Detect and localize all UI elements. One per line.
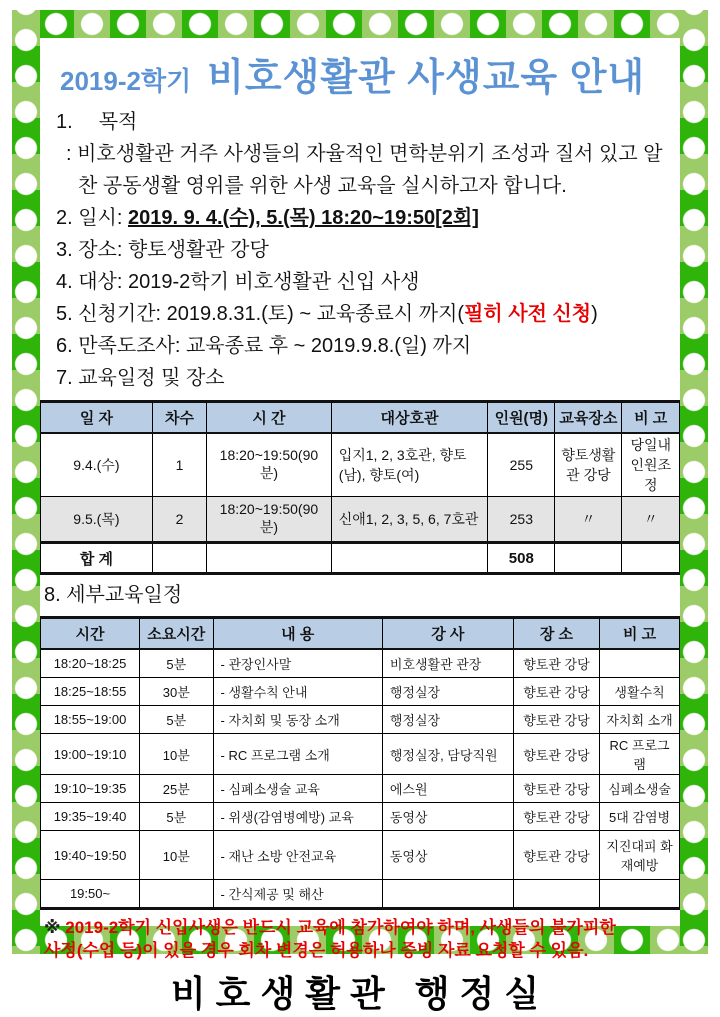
- table-cell: 에스원: [382, 775, 513, 803]
- detail-schedule-table: [40, 616, 680, 910]
- table-cell: 5분: [140, 803, 213, 831]
- table-cell: 255: [488, 433, 555, 497]
- table-cell: [331, 543, 488, 574]
- table-cell: 신애1, 2, 3, 5, 6, 7호관: [331, 497, 488, 543]
- table-cell: 18:20~19:50(90분): [207, 497, 332, 543]
- table-cell: [622, 543, 680, 574]
- table-cell: [555, 543, 622, 574]
- notice-line: 사정(수업 등)이 있을 경우 회차 변경은 허용하나 증빙 자료 요청할 수 있음.: [44, 941, 589, 960]
- table-cell: 생활수칙: [600, 678, 680, 706]
- table-cell: RC 프로그램: [600, 734, 680, 775]
- table-cell: 동영상: [382, 831, 513, 880]
- column-header: 비 고: [600, 618, 680, 650]
- table-cell: 자치회 소개: [600, 706, 680, 734]
- table-cell: 9.5.(목): [41, 497, 153, 543]
- table-cell: 19:40~19:50: [41, 831, 140, 880]
- item-text: 찬 공동생활 영위를 위한 사생 교육을 실시하고자 합니다.: [78, 175, 567, 197]
- table-cell: 18:55~19:00: [41, 706, 140, 734]
- schedule-overview-table: [40, 400, 680, 575]
- table-row: [41, 678, 680, 706]
- item-text: 5. 신청기간: 2019.8.31.(토) ~ 교육종료시 까지(: [56, 303, 465, 325]
- list-item-6: [56, 330, 680, 362]
- notice-mark: ※: [44, 918, 66, 937]
- list-item-2: [56, 202, 680, 234]
- table-header-row: [41, 402, 680, 434]
- table-cell: 향토관 강당: [513, 678, 599, 706]
- table-row: [41, 706, 680, 734]
- total-value: 508: [488, 543, 555, 574]
- table-cell: - 자치회 및 동장 소개: [213, 706, 382, 734]
- table-cell: 행정실장: [382, 678, 513, 706]
- table-cell: 18:20~18:25: [41, 649, 140, 678]
- pre-apply-highlight: 필히 사전 신청: [464, 303, 592, 325]
- table-cell: 5대 감염병: [600, 803, 680, 831]
- section-8-heading: 8. 세부교육일정: [44, 584, 183, 606]
- column-header: 시 간: [207, 402, 332, 434]
- total-row: [41, 543, 680, 574]
- list-item-7: [56, 362, 680, 394]
- frame-border-top: [38, 10, 682, 38]
- column-header: 차수: [152, 402, 206, 434]
- table-cell: 행정실장: [382, 706, 513, 734]
- column-header: 일 자: [41, 402, 153, 434]
- table-cell: - 간식제공 및 해산: [213, 880, 382, 909]
- item-text: 7. 교육일정 및 장소: [56, 367, 225, 389]
- table-cell: 2: [152, 497, 206, 543]
- item-number: 1.: [56, 111, 73, 133]
- intro-list: [40, 106, 680, 394]
- table-header-row: [41, 618, 680, 650]
- table-cell: 지진대피 화재예방: [600, 831, 680, 880]
- column-header: 강 사: [382, 618, 513, 650]
- table-cell: 향토관 강당: [513, 734, 599, 775]
- table-row: [41, 497, 680, 543]
- table-cell: [600, 649, 680, 678]
- table-cell: [152, 543, 206, 574]
- page-title: [40, 38, 680, 98]
- table-cell: 10분: [140, 831, 213, 880]
- item-text: 4. 대상: 2019-2학기 비호생활관 신입 사생: [56, 271, 420, 293]
- column-header: 내 용: [213, 618, 382, 650]
- table-cell: 19:50~: [41, 880, 140, 909]
- table-cell: 향토관 강당: [513, 775, 599, 803]
- table-cell: 18:25~18:55: [41, 678, 140, 706]
- column-header: 장 소: [513, 618, 599, 650]
- table-cell: 심폐소생술: [600, 775, 680, 803]
- item-text: : 비호생활관 거주 사생들의 자율적인 면학분위기 조성과 질서 있고 알: [66, 143, 663, 165]
- table-cell: - 관장인사말: [213, 649, 382, 678]
- frame-border-left: [12, 10, 40, 954]
- table-cell: 비호생활관 관장: [382, 649, 513, 678]
- table-cell: 1: [152, 433, 206, 497]
- total-label: 합 계: [41, 543, 153, 574]
- table-cell: 동영상: [382, 803, 513, 831]
- table-cell: 10분: [140, 734, 213, 775]
- table-cell: [513, 880, 599, 909]
- table-cell: [140, 880, 213, 909]
- table-row: [41, 880, 680, 909]
- table-cell: 25분: [140, 775, 213, 803]
- table-cell: 행정실장, 담당직원: [382, 734, 513, 775]
- table-cell: 18:20~19:50(90분): [207, 433, 332, 497]
- table-cell: [600, 880, 680, 909]
- column-header: 인원(명): [488, 402, 555, 434]
- table-row: [41, 649, 680, 678]
- table-cell: - 재난 소방 안전교육: [213, 831, 382, 880]
- table-cell: 향토관 강당: [513, 706, 599, 734]
- item-label: 목적: [98, 111, 138, 133]
- table-cell: 253: [488, 497, 555, 543]
- item-text: ): [591, 303, 598, 325]
- title-main: 비호생활관 사생교육 안내: [207, 57, 646, 99]
- table-row: [41, 803, 680, 831]
- table-cell: 30분: [140, 678, 213, 706]
- table-cell: 〃: [555, 497, 622, 543]
- document-body: [40, 38, 680, 1014]
- item-text: 3. 장소: 향토생활관 강당: [56, 239, 269, 261]
- column-header: 소요시간: [140, 618, 213, 650]
- signature: 비호생활관 행정실: [170, 973, 550, 1014]
- table-cell: 19:35~19:40: [41, 803, 140, 831]
- notice-text: [40, 916, 680, 962]
- table-row: [41, 433, 680, 497]
- schedule-highlight: 2019. 9. 4.(수), 5.(목) 18:20~19:50[2회]: [128, 207, 479, 229]
- item-text: 6. 만족도조사: 교육종료 후 ~ 2019.9.8.(일) 까지: [56, 335, 472, 357]
- frame-border-right: [680, 10, 708, 954]
- table-cell: [207, 543, 332, 574]
- table-cell: 9.4.(수): [41, 433, 153, 497]
- list-item-1: [56, 106, 680, 138]
- table-cell: 향토관 강당: [513, 831, 599, 880]
- table-cell: 향토관 강당: [513, 649, 599, 678]
- list-item-3: [56, 234, 680, 266]
- table-cell: [382, 880, 513, 909]
- table-cell: 〃: [622, 497, 680, 543]
- table-cell: 19:10~19:35: [41, 775, 140, 803]
- table-row: [41, 831, 680, 880]
- table-row: [41, 775, 680, 803]
- table-cell: 19:00~19:10: [41, 734, 140, 775]
- title-semester: 2019-2학기: [60, 66, 192, 96]
- list-item-1-line1: [56, 138, 680, 170]
- table-cell: 5분: [140, 706, 213, 734]
- table-cell: - RC 프로그램 소개: [213, 734, 382, 775]
- table-cell: 5분: [140, 649, 213, 678]
- table-cell: 향토관 강당: [513, 803, 599, 831]
- column-header: 교육장소: [555, 402, 622, 434]
- table-cell: - 위생(감염병예방) 교육: [213, 803, 382, 831]
- table-row: [41, 734, 680, 775]
- item-text: 2. 일시:: [56, 207, 128, 229]
- table-cell: 향토생활관 강당: [555, 433, 622, 497]
- list-item-5: [56, 298, 680, 330]
- column-header: 대상호관: [331, 402, 488, 434]
- column-header: 비 고: [622, 402, 680, 434]
- table-cell: - 생활수칙 안내: [213, 678, 382, 706]
- notice-line: 2019-2학기 신입사생은 반드시 교육에 참가하여야 하며, 사생들의 불가피한: [65, 918, 616, 937]
- list-item-4: [56, 266, 680, 298]
- table-cell: 당일내 인원조정: [622, 433, 680, 497]
- column-header: 시간: [41, 618, 140, 650]
- list-item-1-line2: [56, 170, 680, 202]
- table-cell: - 심폐소생술 교육: [213, 775, 382, 803]
- table-cell: 입지1, 2, 3호관, 향토(남), 향토(여): [331, 433, 488, 497]
